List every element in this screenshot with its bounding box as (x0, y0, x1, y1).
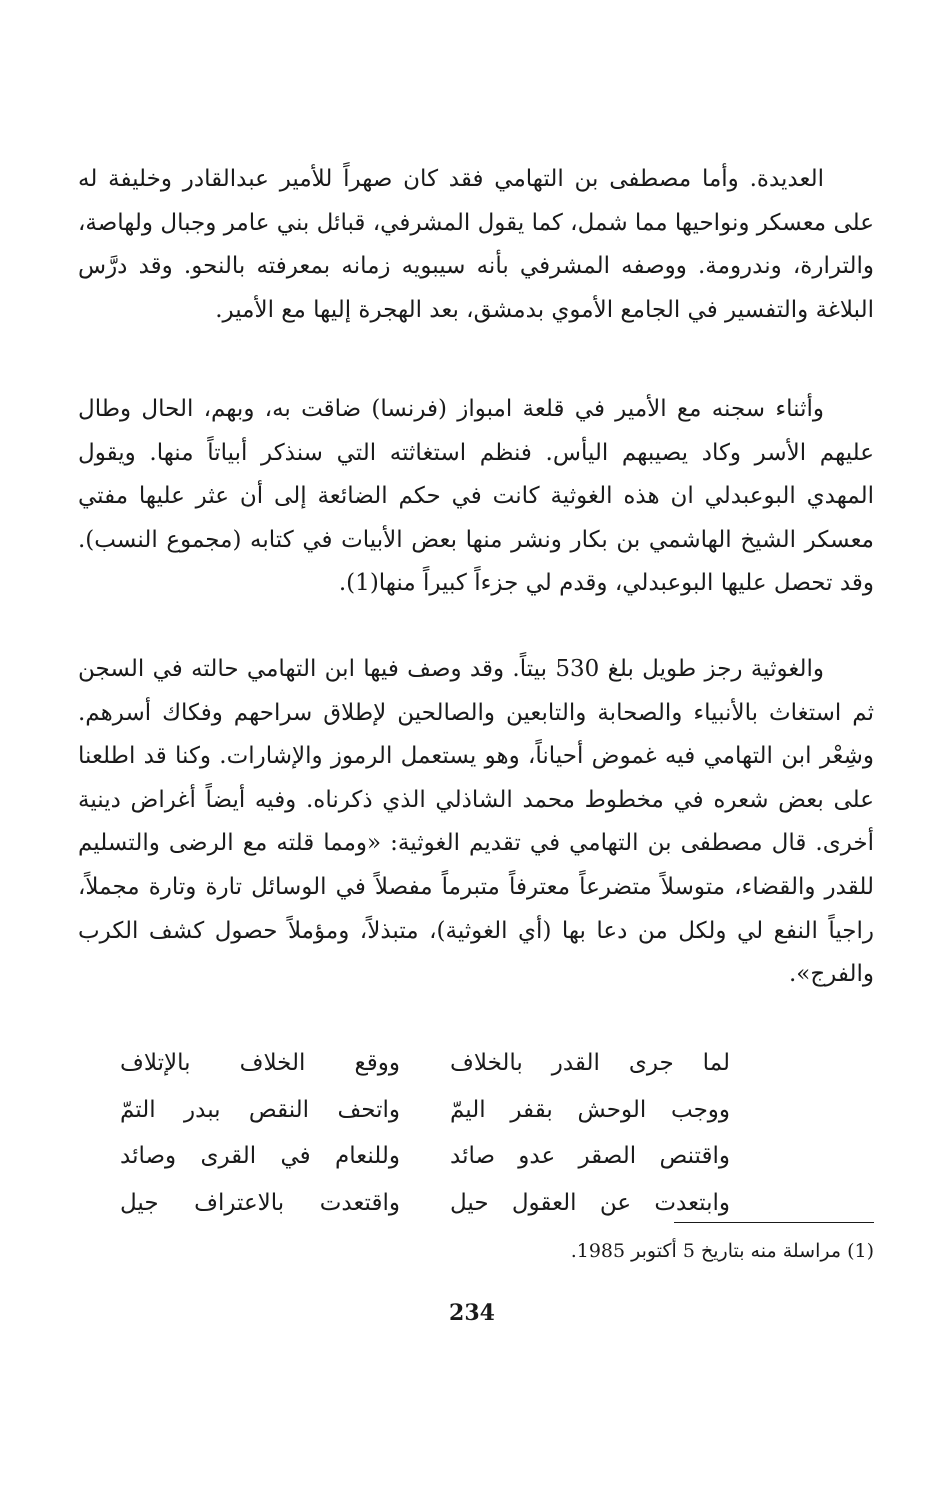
paragraph-text: والغوثية رجز طويل بلغ 530 بيتاً. وقد وصف فيها ابن التهامي حالته في السجن ثم استغاث بالأنبياء والصحابة والتابعين والصالحين لإطلاق سراحهم وفكاك أسرهم. وشِعْر ابن التهامي فيه غموض أحياناً، وهو يستعمل الرموز والإشارات. وكنا قد اطلعنا على بعض شعره في مخطوط محمد الشاذلي الذي ذكرناه. وفيه أيضاً أغراض دينية أخرى. قال مصطفى بن التهامي في تقديم الغوثية: «ومما قلته مع الرضى والتسليم للقدر والقضاء، متوسلاً متضرعاً معترفاً متبرماً مفصلاً في الوسائل تارة وتارة مجملاً، راجياً النفع لي ولكل من دعا بها (أي الغوثية)، متبذلاً، ومؤملاً حصول كشف الكرب والفرج». (78, 656, 874, 988)
paragraph-3 (78, 648, 874, 997)
verse-second-hemistich: واقتعدت بالاعتراف جيل (120, 1189, 400, 1216)
poem-verses (120, 1040, 730, 1226)
verse-second-hemistich: ووقع الخلاف بالإتلاف (120, 1050, 400, 1077)
verse-line (120, 1040, 730, 1087)
page-number: 234 (449, 1300, 495, 1326)
verse-line (120, 1133, 730, 1180)
verse-first-hemistich: واقتنص الصقر عدو صائد (450, 1143, 730, 1170)
paragraph-1 (78, 158, 874, 332)
footnote-divider (674, 1222, 874, 1223)
paragraph-text: العديدة. وأما مصطفى بن التهامي فقد كان صهراً للأمير عبدالقادر وخليفة له على معسكر ونواحيها مما شمل، كما يقول المشرفي، قبائل بني عامر وجبال ولهاصة، والترارة، وندرومة. ووصفه المشرفي بأنه سيبويه زمانه بمعرفته بالنحو. وقد درَّس البلاغة والتفسير في الجامع الأموي بدمشق، بعد الهجرة إليها مع الأمير. (78, 166, 874, 323)
verse-first-hemistich: لما جرى القدر بالخلاف (450, 1050, 730, 1077)
paragraph-2 (78, 388, 874, 606)
verse-first-hemistich: وابتعدت عن العقول حيل (450, 1189, 730, 1216)
verse-second-hemistich: وللنعام في القرى وصائد (120, 1143, 400, 1170)
paragraph-text: وأثناء سجنه مع الأمير في قلعة امبواز (فرنسا) ضاقت به، وبهم، الحال وطال عليهم الأسر وكاد يصيبهم اليأس. فنظم استغاثته التي سنذكر أبياتاً منها. ويقول المهدي البوعبدلي ان هذه الغوثية كانت في حكم الضائعة إلى أن عثر عليها مفتي معسكر الشيخ الهاشمي بن بكار ونشر منها بعض الأبيات في كتابه (مجموع النسب). وقد تحصل عليها البوعبدلي، وقدم لي جزءاً كبيراً منها(1). (78, 396, 874, 597)
verse-first-hemistich: ووجب الوحش بقفر اليمّ (450, 1096, 730, 1123)
verse-line (120, 1180, 730, 1227)
verse-second-hemistich: واتحف النقص ببدر التمّ (120, 1096, 400, 1123)
footnote: (1) مراسلة منه بتاريخ 5 أكتوبر 1985. (570, 1240, 874, 1262)
verse-line (120, 1087, 730, 1134)
